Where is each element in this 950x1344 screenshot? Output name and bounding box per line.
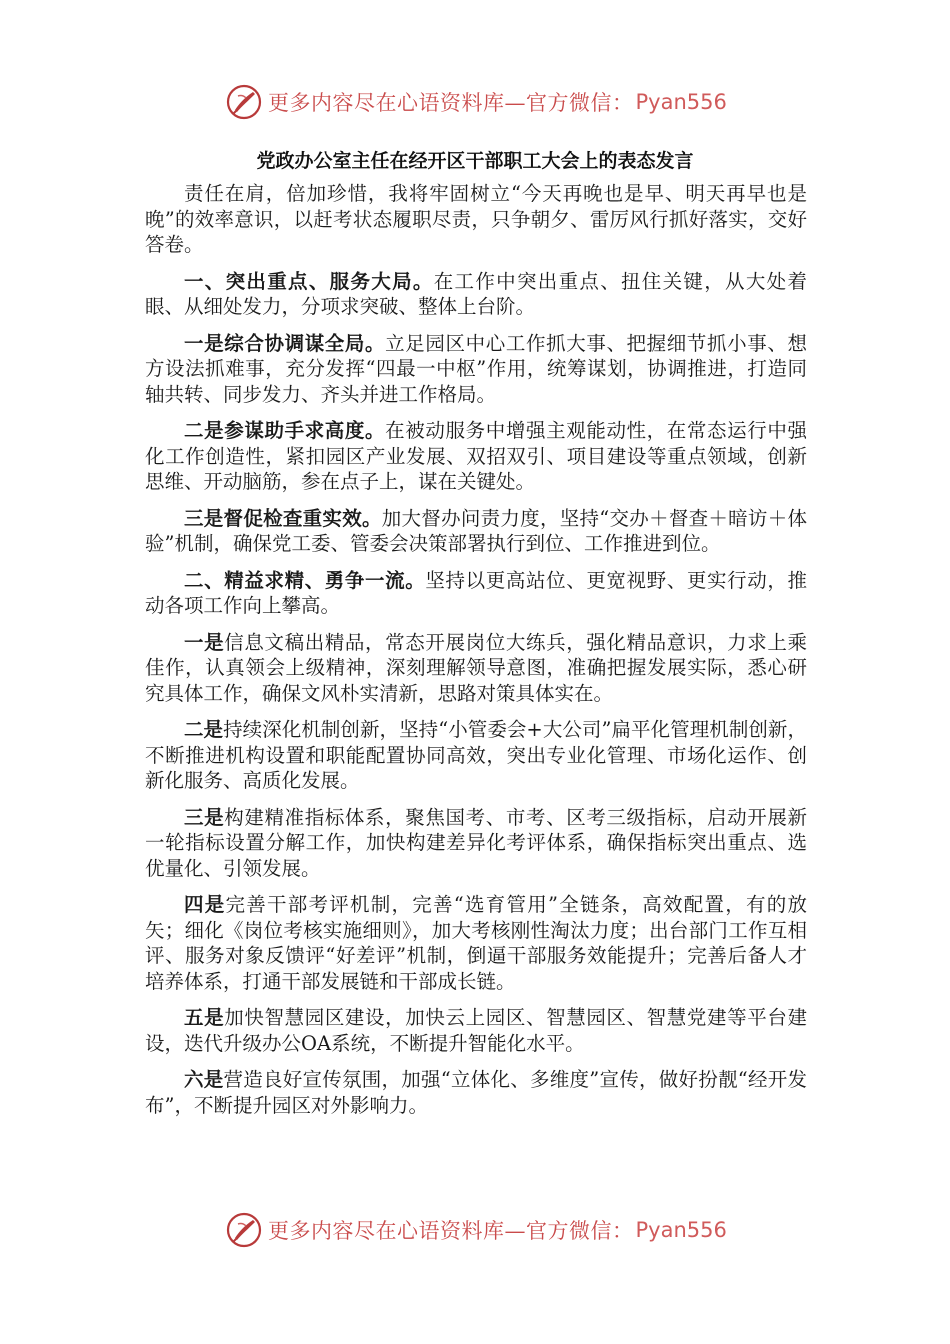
paragraph [145, 630, 807, 707]
paragraph-lead: 六是 [184, 1068, 224, 1091]
watermark-text: 更多内容尽在心语资料库—官方微信： [268, 91, 634, 115]
paragraph-lead: 四是 [184, 893, 226, 916]
paragraph-text: 加快智慧园区建设，加快云上园区、智慧园区、智慧党建等平台建设，迭代升级办公OA系统，不断提升智能化水平。 [145, 1006, 807, 1055]
paragraph [145, 1005, 807, 1056]
paragraph-lead: 二是 [184, 718, 224, 741]
pen-logo-icon [226, 1212, 262, 1248]
watermark-text: 更多内容尽在心语资料库—官方微信： [268, 1219, 634, 1243]
paragraph-text: 持续深化机制创新，坚持“小管委会+大公司”扁平化管理机制创新，不断推进机构设置和职能配置协同高效，突出专业化管理、市场化运作、创新化服务、高质化发展。 [145, 718, 807, 792]
paragraph [145, 892, 807, 994]
paragraph-lead: 一是综合协调谋全局。 [184, 331, 386, 355]
paragraph-lead: 二是参谋助手求高度。 [184, 419, 386, 442]
paragraph-text: 在被动服务中增强主观能动性，在常态运行中强化工作创造性，紧扣园区产业发展、双招双引、项目建设等重点领域，创新思维、开动脑筋，参在点子上，谋在关键处。 [145, 419, 807, 493]
paragraph [145, 506, 807, 557]
footer-watermark [226, 1210, 726, 1250]
paragraph-text: 信息文稿出精品，常态开展岗位大练兵，强化精品意识，力求上乘佳作，认真领会上级精神，深刻理解领导意图，准确把握发展实际，悉心研究具体工作，确保文风朴实清新，思路对策具体实在。 [145, 630, 807, 705]
paragraph [145, 805, 807, 882]
paragraph-text: 坚持以更高站位、更宽视野、更实行动，推动各项工作向上攀高。 [145, 568, 807, 617]
wechat-id: Pyan556 [635, 1218, 727, 1242]
paragraph-lead: 五是 [184, 1006, 225, 1029]
wechat-id: Pyan556 [635, 90, 727, 114]
document-title: 党政办公室主任在经开区干部职工大会上的表态发言 [256, 150, 694, 172]
paragraph [145, 331, 807, 408]
paragraph-lead: 三是督促检查重实效。 [184, 506, 382, 530]
document-body [145, 181, 807, 1129]
pen-logo-icon [226, 84, 262, 120]
paragraph-lead: 三是 [184, 805, 225, 829]
header-watermark [226, 82, 726, 122]
paragraph [145, 418, 807, 495]
paragraph-text: 在工作中突出重点、扭住关键，从大处着眼、从细处发力，分项求突破、整体上台阶。 [145, 269, 807, 318]
paragraph-text: 营造良好宣传氛围，加强“立体化、多维度”宣传，做好扮靓“经开发布”，不断提升园区对外影响力。 [145, 1068, 807, 1117]
paragraph-text: 加大督办问责力度，坚持“交办＋督查＋暗访＋体验”机制，确保党工委、管委会决策部署执行到位、工作推进到位。 [145, 506, 807, 555]
paragraph [145, 717, 807, 794]
paragraph-text: 构建精准指标体系，聚焦国考、市考、区考三级指标，启动开展新一轮指标设置分解工作，加快构建差异化考评体系，确保指标突出重点、选优量化、引领发展。 [145, 805, 807, 880]
paragraph-lead: 一是 [184, 630, 225, 654]
paragraph-lead: 二、精益求精、勇争一流。 [184, 568, 426, 592]
paragraph [145, 568, 807, 619]
paragraph-text: 完善干部考评机制，完善“选育管用”全链条，高效配置，有的放矢；细化《岗位考核实施细则》，加大考核刚性淘汰力度；出台部门工作互相评、服务对象反馈评“好差评”机制，倒逼干部服务效能提升；完善后备人才培养体系，打通干部发展链和干部成长链。 [145, 893, 807, 993]
paragraph-text: 责任在肩，倍加珍惜，我将牢固树立“今天再晚也是早、明天再早也是晚”的效率意识，以赶考状态履职尽责，只争朝夕、雷厉风行抓好落实，交好答卷。 [145, 182, 807, 256]
paragraph [145, 269, 807, 320]
paragraph [145, 1067, 807, 1118]
paragraph [145, 181, 807, 258]
paragraph-lead: 一、突出重点、服务大局。 [184, 269, 434, 293]
paragraph-text: 立足园区中心工作抓大事、把握细节抓小事、想方设法抓难事，充分发挥“四最一中枢”作用，统筹谋划，协调推进，打造同轴共转、同步发力、齐头并进工作格局。 [145, 331, 807, 406]
